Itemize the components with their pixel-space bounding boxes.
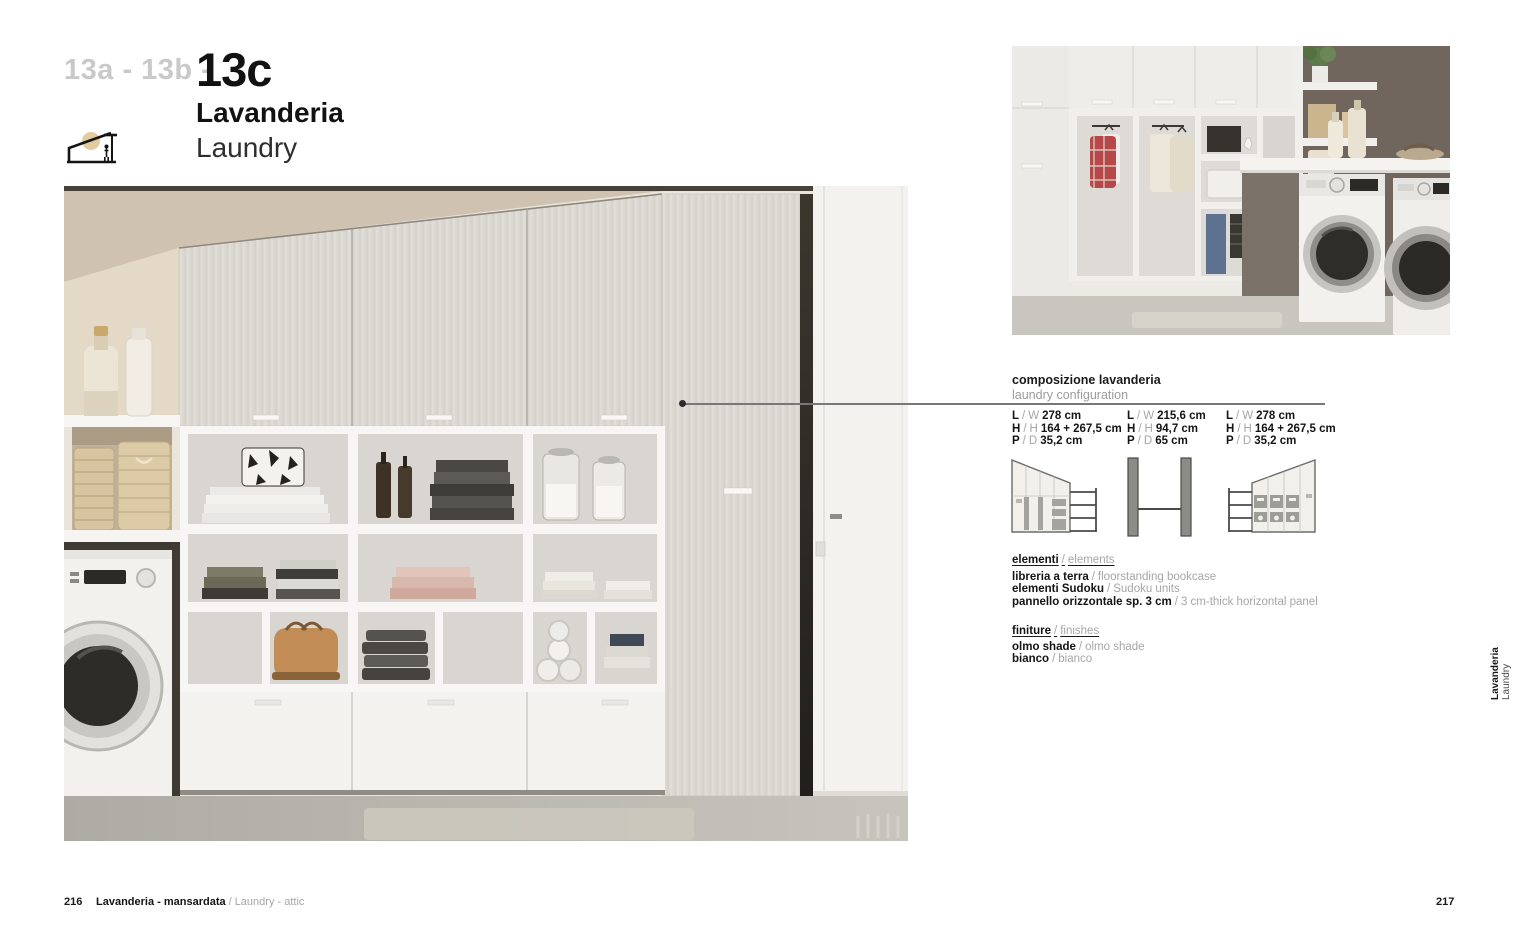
dimension-column-1 bbox=[1012, 410, 1122, 448]
patterned-basket bbox=[242, 448, 304, 486]
round-tray bbox=[1396, 148, 1444, 160]
page-title-italian: Lavanderia bbox=[196, 97, 344, 128]
light-switch bbox=[816, 542, 825, 556]
edge-tab-label bbox=[1490, 647, 1512, 700]
white-door-wall bbox=[813, 186, 908, 841]
dimension-width: L / W 278 cm bbox=[1226, 410, 1296, 422]
page-code: 13c bbox=[196, 43, 272, 96]
technical-drawing-middle bbox=[1125, 455, 1195, 540]
dimension-height: H / H 164 + 267,5 cm bbox=[1012, 422, 1122, 435]
finishes-list bbox=[1012, 641, 1145, 666]
header-series-prefix: 13a - 13b - bbox=[64, 54, 212, 86]
edge-tab-english: Laundry bbox=[1501, 663, 1512, 700]
washer-left bbox=[1299, 174, 1385, 322]
technical-drawing-right bbox=[1227, 452, 1332, 540]
washer-knob bbox=[137, 569, 155, 587]
rug bbox=[364, 808, 694, 840]
washer-right bbox=[1384, 178, 1450, 335]
main-laundry-photo bbox=[64, 186, 908, 841]
drawer-handle bbox=[428, 700, 454, 705]
dimension-width: L / W 215,6 cm bbox=[1127, 410, 1206, 422]
element-item: elementi Sudoku / Sudoku units bbox=[1012, 583, 1180, 596]
door-handle bbox=[830, 514, 842, 519]
washing-machine bbox=[64, 550, 172, 836]
page-title-english: Laundry bbox=[196, 132, 298, 163]
element-item: libreria a terra / floorstanding bookcase bbox=[1012, 571, 1217, 583]
side-ladder-shelf bbox=[1229, 488, 1252, 532]
callout-line bbox=[682, 403, 1325, 405]
side-ladder-shelf bbox=[1070, 488, 1096, 532]
dimension-height: H / H 94,7 cm bbox=[1127, 422, 1199, 435]
callout-dot bbox=[679, 400, 686, 407]
drawer-handle bbox=[255, 700, 281, 705]
composition-title-italian: composizione lavanderia bbox=[1012, 373, 1161, 387]
page-number-left: 216 bbox=[64, 896, 83, 908]
dark-folded-towels bbox=[362, 630, 430, 680]
open-shelf-unit bbox=[180, 426, 665, 692]
elements-heading: elementi / elements bbox=[1012, 554, 1115, 566]
dimension-height: H / H 164 + 267,5 cm bbox=[1226, 422, 1336, 435]
finish-item: bianco / bianco bbox=[1012, 653, 1093, 666]
secondary-laundry-photo bbox=[1012, 46, 1450, 335]
element-item: pannello orizzontale sp. 3 cm / 3 cm-thick horizontal panel bbox=[1012, 595, 1318, 608]
finish-item: olmo shade / olmo shade bbox=[1012, 641, 1145, 653]
wardrobe-tall-door bbox=[662, 194, 800, 796]
page-number-right: 217 bbox=[1436, 896, 1455, 908]
dimension-depth: P / D 65 cm bbox=[1127, 435, 1188, 447]
person-glyph bbox=[105, 145, 109, 162]
dimension-column-3 bbox=[1226, 410, 1336, 448]
dimension-depth: P / D 35,2 cm bbox=[1012, 435, 1083, 447]
drawer-handle bbox=[602, 700, 628, 705]
dimension-depth: P / D 35,2 cm bbox=[1226, 435, 1297, 447]
washer-display bbox=[84, 570, 126, 584]
dark-box bbox=[1207, 126, 1241, 152]
dimension-column-2 bbox=[1127, 410, 1206, 448]
wicker-baskets bbox=[74, 442, 170, 530]
footer-caption: Lavanderia - mansardata / Laundry - attic bbox=[96, 896, 305, 908]
bottom-drawers bbox=[180, 692, 665, 795]
canvas-bag bbox=[272, 623, 340, 680]
elements-list bbox=[1012, 571, 1318, 608]
composition-title-english: laundry configuration bbox=[1012, 388, 1129, 402]
dimension-width: L / W 278 cm bbox=[1012, 410, 1082, 422]
jeans bbox=[1206, 214, 1226, 274]
finishes-heading: finiture / finishes bbox=[1012, 625, 1100, 637]
wardrobe-shadow-gap bbox=[800, 194, 813, 796]
attic-icon bbox=[64, 124, 118, 170]
technical-drawing-left bbox=[1008, 452, 1113, 540]
edge-tab-italian: Lavanderia bbox=[1490, 647, 1501, 700]
